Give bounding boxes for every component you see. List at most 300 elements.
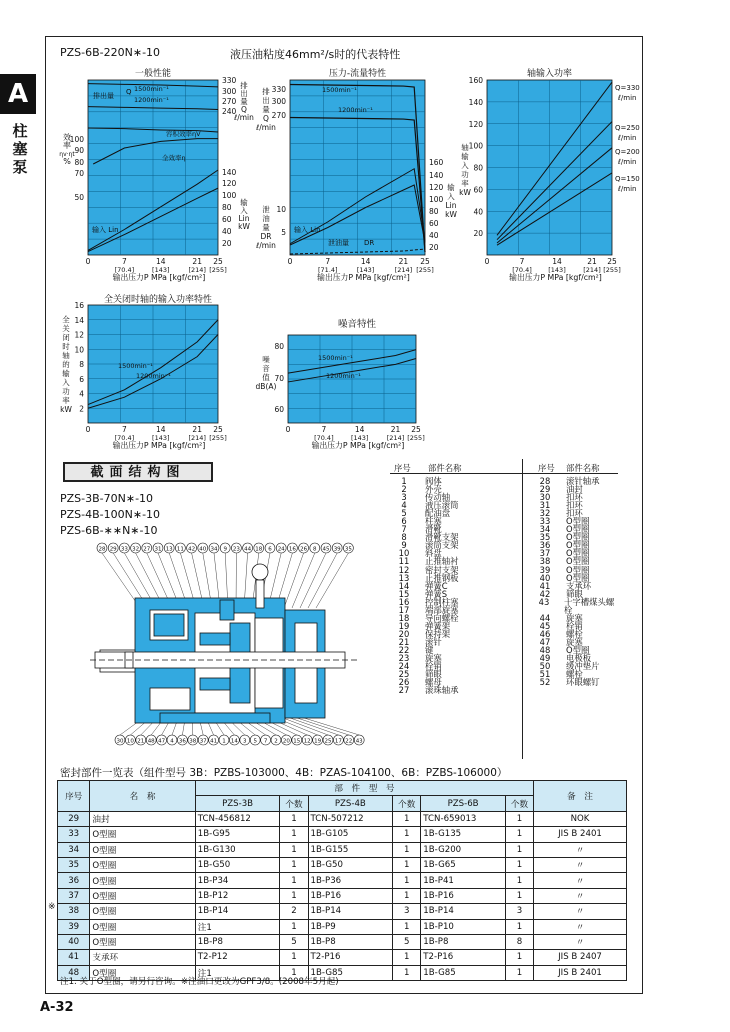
part-number: 3 [401,492,407,503]
seal-cell: 41 [58,950,90,965]
seal-header-qty: 个数 [393,796,421,811]
part-row [391,686,459,694]
y-tick-label: 80 [274,342,284,351]
y-axis-label: Q [263,114,269,123]
part-name: 滚针轴承 [566,476,600,486]
seal-cell: 油封 [90,811,195,826]
part-name: 配油盘 [425,508,451,519]
y-axis-label: 全 [62,315,70,324]
part-number: 22 [398,644,410,655]
seal-row [58,811,627,826]
callout-label: 29 [109,546,117,553]
seal-header-qty: 个数 [505,796,533,811]
leader-line [292,553,315,608]
parts-header-name-left: 部件名称 [428,463,462,473]
part-number: 52 [539,677,551,688]
seal-row [58,888,627,903]
part-number: 13 [398,572,410,583]
seal-cell: NOK [534,811,627,826]
y2-tick-label: 120 [429,183,444,192]
x-kgf-label: [214] [188,266,206,274]
label-power: 输入 Lin [294,226,321,234]
part-name: 弹簧S [425,588,448,599]
seal-cell: 〃 [534,842,627,857]
series-unit: ℓ/min [618,134,637,142]
part-number: 38 [539,556,551,567]
callout-label: 37 [199,738,207,745]
seal-row [58,857,627,872]
chart-title-pressure-flow: 压力-流量特性 [328,69,387,79]
x-kgf-label: [255] [416,266,434,274]
asterisk-mark: ※ [48,902,56,912]
callout-label: 4 [170,738,174,745]
callout-label: 21 [137,738,145,745]
callout-label: 18 [255,546,263,553]
seal-cell: O型圈 [90,827,195,842]
x-tick-label: 7 [122,257,127,266]
label-power: 输入 Lin [92,226,119,234]
part-name: 滚珠轴承 [425,685,459,696]
x-tick-label: 14 [360,257,371,266]
seal-cell: 1 [393,919,421,934]
seal-cell: 1 [393,857,421,872]
y-tick-label: 70 [74,169,84,178]
y-axis-label: 关 [62,324,70,333]
y-tick-label: 100 [468,141,483,151]
parts-header-no-left: 序号 [394,463,411,473]
y-axis-label: 音 [262,364,270,373]
chart-subtitle: 液压油粘度46mm²/s时的代表特性 [230,48,401,61]
part-name: 止推钢板 [425,572,459,583]
seal-cell: 1 [393,827,421,842]
y-tick-label: 300 [271,97,286,106]
y2-tick-label: 100 [222,191,237,200]
y-axis-label: 轴 [62,351,70,360]
part-name: 螺栓 [566,628,583,639]
callout-label: 11 [176,546,184,553]
y-axis-label: 量 [262,223,270,232]
y2-tick-label: 80 [222,203,232,212]
y-tick-label: 60 [473,185,483,195]
part-name: 密封支架 [425,564,459,575]
seal-cell: 1B-P34 [195,873,280,888]
seal-cell: 38 [58,904,90,919]
y2-tick-label: 240 [222,107,237,116]
y-tick-label: 330 [271,85,286,94]
y-tick-label: 70 [274,374,284,383]
seal-cell: 1B-G85 [421,965,506,980]
seal-cell: 1B-P36 [308,873,393,888]
seal-cell: 1B-P8 [308,934,393,949]
part-number: 41 [539,580,551,591]
part-number: 21 [398,636,410,647]
part-name: 筛眼 [425,669,442,680]
part-number: 46 [539,628,551,639]
y-axis-label: 量 [262,105,270,114]
seal-row [58,950,627,965]
y-tick-label: 140 [468,97,483,107]
callout-label: 31 [154,546,162,553]
seal-cell: 1 [505,873,533,888]
part-name: O型圈 [566,556,590,567]
y2-tick-label: 300 [222,87,237,96]
x-kgf-label: [214] [188,434,206,442]
x-kgf-label: [255] [603,266,621,274]
seal-cell: 1 [280,811,308,826]
model-line-1: PZS-3B-70N∗-10 [60,492,154,505]
seal-cell: 支承环 [90,950,195,965]
seal-cell: O型圈 [90,842,195,857]
part-name: 旋塞 [566,636,583,647]
part-number: 7 [401,524,407,535]
x-tick-label: 21 [192,257,202,266]
x-kgf-label: [214] [386,434,405,442]
callout-label: 30 [116,738,124,745]
callout-label: 15 [293,738,301,745]
part-name: 弹簧架 [425,620,451,631]
part-name: 栓销 [566,620,583,631]
parts-list [388,459,618,759]
pump-body [90,564,360,723]
series-label: Q=250 [615,124,640,132]
part-number: 43 [538,596,550,607]
callout-label: 44 [244,546,252,553]
part-name: 保持架 [425,628,451,639]
y-tick-label: 2 [79,404,84,414]
callout-label: 13 [165,546,173,553]
callout-label: 33 [120,546,128,553]
callout-label: 34 [210,546,218,553]
x-kgf-label: [214] [583,266,601,274]
y2-axis-label: kW [238,222,250,231]
seal-cell: 1 [280,857,308,872]
part-name: 滑靴支架 [425,532,459,543]
seal-cell: 1B-G85 [308,965,393,980]
seal-header-model-group: 部 件 型 号 [195,781,533,796]
y-axis-label: 入 [62,378,70,387]
model-line-3: PZS-6B-∗∗N∗-10 [60,524,158,537]
x-kgf-label: [143] [350,434,369,442]
y-tick-label: 40 [473,207,483,217]
seal-cell: 3 [393,904,421,919]
x-kgf-label: [70.4] [114,434,135,442]
y-tick-label: 20 [473,229,483,239]
seal-cell: 1B-G155 [308,842,393,857]
y-axis-label: 输 [62,369,70,378]
x-tick-label: 25 [411,425,421,434]
y-tick-label: 12 [74,330,84,340]
part-number: 12 [398,564,410,575]
seal-cell: 1 [393,888,421,903]
seal-cell: O型圈 [90,934,195,949]
seal-cell: 40 [58,934,90,949]
part-name: 导向螺栓 [425,612,459,623]
label-qsym: Q [126,88,132,96]
seal-cell: 1B-G135 [421,827,506,842]
callout-label: 20 [282,738,290,745]
x-tick-label: 7 [325,257,331,266]
y-axis-label: 油 [262,214,270,223]
x-kgf-label: [143] [152,266,170,274]
part-number: 8 [401,532,407,543]
y2-axis-label: 量 [240,97,248,106]
part-number: 19 [398,620,410,631]
part-number: 2 [401,484,407,495]
seal-cell: 5 [280,934,308,949]
parts-header-name-right: 部件名称 [566,463,600,473]
parts-header-no-right: 序号 [538,463,555,473]
seal-row [58,827,627,842]
leader-line [284,553,304,608]
seal-cell: 33 [58,827,90,842]
part-name: O型圈 [566,564,590,575]
callout-label: 27 [143,546,151,553]
label-dr: DR [364,239,375,247]
part-name: O型圈 [566,644,590,655]
y2-tick-label: 330 [222,76,237,85]
x-tick-label: 14 [156,257,166,266]
y-tick-label: 60 [274,405,284,414]
seal-row [58,934,627,949]
x-kgf-label: [255] [209,266,227,274]
label-rpm1200: 1200min⁻¹ [136,372,171,380]
label-rpm1200: 1200min⁻¹ [134,96,169,104]
seal-cell: 1B-P8 [195,934,280,949]
seal-cell: 1 [393,811,421,826]
seal-cell: T2-P16 [308,950,393,965]
seal-cell: 1 [505,919,533,934]
x-tick-label: 14 [156,425,166,434]
seal-cell: O型圈 [90,873,195,888]
seal-row [58,842,627,857]
seal-header-3b: PZS-3B [195,796,280,811]
part-name: 外壳 [425,484,442,495]
x-tick-label: 21 [398,257,409,266]
part-number: 16 [398,596,410,607]
series-unit: ℓ/min [618,94,637,102]
y-tick-label: 50 [74,193,84,202]
seal-cell: 1 [393,842,421,857]
part-name: 滚筒支架 [425,540,459,551]
part-number: 6 [401,516,407,527]
callout-label: 36 [178,738,186,745]
cross-section-drawing [90,538,370,760]
seal-cell: O型圈 [90,888,195,903]
y2-axis-label: Lin [238,214,250,223]
seal-cell: 〃 [534,904,627,919]
seal-cell: JIS B 2407 [534,950,627,965]
seal-header-4b: PZS-4B [308,796,393,811]
y2-axis-label: 入 [240,206,248,215]
chart-title-shaft-power: 轴输入功率 [526,69,573,79]
callout-label: 17 [334,738,342,745]
leader-line [308,553,337,608]
part-number: 14 [398,580,410,591]
y-tick-label: 5 [281,228,286,237]
seal-cell: 1B-G130 [195,842,280,857]
x-axis-label: 输出压力P MPa [kgf/cm²] [112,441,206,450]
seal-cell: 1B-P14 [308,904,393,919]
x-kgf-label: [143] [356,266,375,274]
part-name: 阀体 [425,476,442,486]
seal-header-6b: PZS-6B [421,796,506,811]
x-tick-label: 7 [321,425,327,434]
y-tick-label: 10 [276,205,286,214]
part-name: 止推轴衬 [425,556,459,567]
y-tick-label: 16 [74,301,84,310]
seal-cell: 1B-G50 [308,857,393,872]
part-number: 47 [539,636,551,647]
part-name: 电极板 [566,653,592,664]
part-name: 扣环 [566,492,583,503]
part-number: 29 [539,484,551,495]
x-tick-label: 14 [354,425,365,434]
part-number: 49 [539,653,551,664]
seal-cell: JIS B 2401 [534,827,627,842]
part-name: 缓冲垫片 [566,661,600,672]
seal-cell: JIS B 2401 [534,965,627,980]
x-tick-label: 21 [587,257,597,266]
part-number: 40 [539,572,551,583]
y-tick-label: 10 [74,345,84,355]
part-number: 24 [398,661,410,672]
y-tick-label: 120 [468,119,483,129]
seal-cell: 1B-P16 [308,888,393,903]
chart-title-noise: 噪音特性 [337,319,377,330]
seal-cell: O型圈 [90,857,195,872]
y2-axis-label: 入 [447,192,455,201]
x-tick-label: 14 [552,257,562,266]
label-rpm1500: 1500min⁻¹ [322,86,357,94]
x-kgf-label: [70.4] [314,434,334,442]
x-kgf-label: [214] [394,266,413,274]
y-axis-label: 值 [262,373,270,382]
seal-header-no: 序号 [58,781,90,812]
y-axis-label: 入 [461,161,469,170]
seal-cell: 1B-G200 [421,842,506,857]
part-number: 33 [539,516,551,527]
callout-label: 47 [158,738,166,745]
callout-label: 41 [210,738,218,745]
seal-cell: 1 [393,873,421,888]
callout-label: 24 [277,546,285,553]
y-axis-label: % [63,157,71,166]
seal-cell: 2 [280,904,308,919]
x-kgf-label: [143] [152,434,170,442]
y2-tick-label: 20 [429,243,439,252]
part-number: 27 [398,685,410,696]
model-title: PZS-6B-220N∗-10 [60,46,161,59]
seal-cell: 1B-P8 [421,934,506,949]
x-tick-label: 0 [85,425,91,434]
part-number: 1 [401,476,407,486]
part-number: 34 [539,524,551,535]
seal-cell: 〃 [534,857,627,872]
callout-label: 40 [199,546,207,553]
seal-cell: 1 [505,827,533,842]
part-name: 传动轴 [425,492,451,503]
seal-cell: 〃 [534,888,627,903]
seal-cell: 1 [505,965,533,980]
label-drain: 泄油量 [328,239,349,247]
callout-label: 32 [132,546,140,553]
part-number: 17 [398,604,410,615]
y-tick-label: 8 [79,360,84,369]
part-number: 25 [398,669,410,680]
x-kgf-label: [143] [548,266,566,274]
x-tick-label: 21 [192,425,202,434]
callout-label: 43 [355,738,363,745]
callout-label: 9 [223,546,227,553]
section-title: 截面结构图 [63,462,213,482]
seal-cell: 1 [505,888,533,903]
part-number: 15 [398,588,410,599]
label-total-eff: 全效率η [162,154,186,162]
part-row [532,598,618,614]
x-kgf-label: [70.4] [512,266,532,274]
part-number: 9 [401,540,407,551]
callout-label: 6 [268,546,272,553]
part-name: 螺栓 [566,669,583,680]
part-number: 32 [539,508,551,519]
part-name: 弹簧C [425,580,448,591]
seal-cell: 3 [505,904,533,919]
part-name: O型圈 [566,572,590,583]
y-axis-label: kW [459,188,471,197]
series-label: Q=330 [615,84,640,92]
seal-cell: 1B-G65 [421,857,506,872]
part-number: 48 [539,644,551,655]
x-axis-label: 输出压力P MPa [kgf/cm²] [509,273,602,282]
x-tick-label: 7 [122,425,127,434]
y-tick-label: 90 [74,146,84,155]
y2-tick-label: 120 [222,179,237,188]
part-name: 扣环 [566,500,583,511]
part-number: 18 [398,612,410,623]
callout-label: 7 [263,738,268,745]
x-tick-label: 0 [85,257,91,266]
y-tick-label: 6 [79,374,84,384]
y-tick-label: 270 [271,111,286,120]
seal-header-name: 名 称 [90,781,195,812]
y-axis-label: 出 [262,96,270,105]
seal-row [58,904,627,919]
seal-cell: 1 [280,950,308,965]
seal-header-qty: 个数 [280,796,308,811]
part-name: 液压滚筒 [425,500,459,511]
y-axis-label: 闭 [62,333,70,342]
seal-cell: 1 [280,919,308,934]
x-tick-label: 0 [285,425,291,434]
seal-cell: 1B-P9 [308,919,393,934]
parts-left-column [391,477,459,694]
part-number: 50 [539,661,551,672]
part-name: 支承环 [566,580,592,591]
seal-cell: 1B-P12 [195,888,280,903]
y-axis-label: 率 [461,179,469,188]
part-name: O型圈 [566,548,590,559]
y-axis-label: 效 [63,133,71,142]
seal-cell: 1 [505,842,533,857]
seal-cell: 1B-G50 [195,857,280,872]
callout-label: 1 [222,738,226,745]
seal-cell: 8 [505,934,533,949]
callout-label: 3 [243,738,247,745]
part-name: 旋塞 [566,612,583,623]
seal-cell: 1B-P14 [421,904,506,919]
y-axis-label: 功 [62,387,70,396]
seal-cell: 1 [505,811,533,826]
